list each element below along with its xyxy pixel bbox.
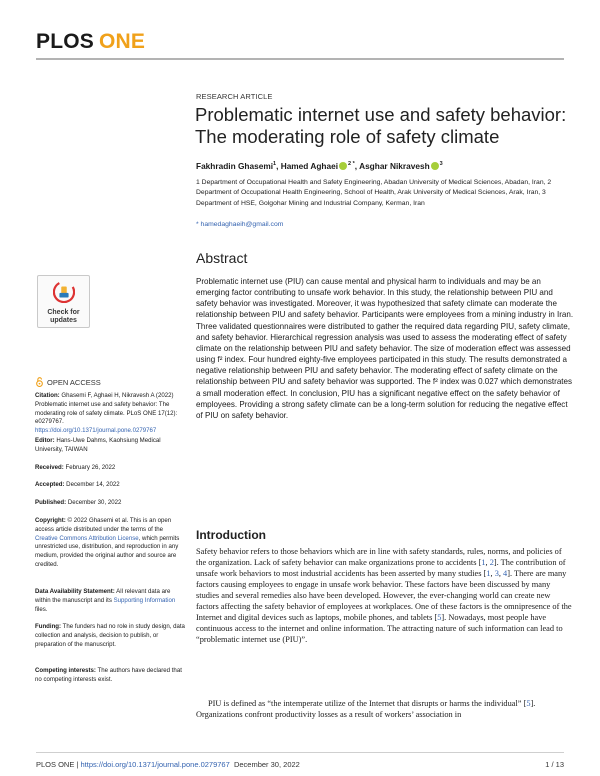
reference-link[interactable]: 3	[494, 569, 499, 579]
funding-label: Funding:	[35, 623, 62, 630]
intro-text: ]. Organizations confront productivity losses as a result of workers’ association in	[196, 699, 536, 720]
introduction-paragraph-1	[196, 546, 572, 645]
reference-link[interactable]: 1	[481, 558, 486, 568]
open-access-label	[35, 377, 101, 387]
check-updates-icon	[53, 281, 75, 303]
author-list: Fakhradin Ghasemi$^1$, Hamed Aghaei $^{2 *}$, Asghar Nikravesh $^3$	[196, 160, 443, 171]
citation-label: Citation:	[35, 392, 60, 399]
corresponding-star: *	[196, 221, 199, 228]
accepted-date: December 14, 2022	[66, 481, 120, 488]
open-access-text: OPEN ACCESS	[47, 378, 101, 387]
affiliations: 1 Department of Occupational Health and Safety Engineering, Abadan University of Medical Sciences, Abadan, Iran, 2 Department of Occupational Health Engineering, School of Health, Arak University of Medical Sciences, Arak, Iran, 3 Department of HSE, Golgohar Mining and Industrial Company, Kerman, Iran	[196, 179, 552, 207]
data-availability-text: All relevant data are within the manuscript and its	[35, 588, 171, 604]
page-number: 1 / 13	[545, 760, 564, 769]
intro-text: ]. The contribution of unsafe work behaviors to most industrial accidents has been asserted by many studies [	[196, 558, 566, 579]
funding-block	[35, 623, 185, 649]
competing-interests-text: The authors have declared that no competing interests exist.	[35, 667, 182, 683]
reference-link[interactable]: 4	[503, 569, 508, 579]
ref-separator: ,	[490, 569, 495, 579]
competing-interests-label: Competing interests:	[35, 667, 96, 674]
introduction-paragraph-2	[196, 698, 572, 720]
ref-separator: ,	[485, 558, 490, 568]
header-divider	[36, 58, 564, 60]
citation-text: Ghasemi F, Aghaei H, Nikravesh A (2022) Problematic internet use and safety behavior: The moderating role of safety climate. PLoS ONE 17(12): e0279767.	[35, 392, 178, 426]
author-name[interactable]: Hamed Aghaei	[280, 160, 339, 171]
corresponding-email	[196, 221, 283, 228]
abstract-text: Problematic internet use (PIU) can cause mental and physical harm to individuals and may be an emerging factor contributing to unsafe work behavior. In this study, the relationship between PIU and safety behavior was investigated. Moreover, it was hypothesized that safety climate can moderate the relationship between PIU and safety behavior. Participants were employees from a mining industry in Iran. Three validated questionnaires were distributed to gather the required data regarding PIU, safety climate, and safety behavior. Hierarchical regression analysis was used to assess the moderating effect of safety climate on the relationship between PIU and safety behavior. The size of moderation effect was assessed using f² index. Four hundred eighty-five employees participated in this study. The results demonstrated a negative relationship between PIU and safety behavior. The moderating effect of safety climate on the relationship between PIU and safety behavior was supported. The f² index was 0.027 which demonstrates a small moderation effect. In conclusion, PIU has a significant negative effect on the safety behavior of employees. Providing a strong safety climate can be a long-term solution for reducing the negative effect of PIU on safety behavior.	[196, 277, 574, 420]
intro-text: ]. There are many factors causing employees to engage in unsafe work behavior. These factors have been discussed by many studies and several remedies also have been developed. However, the ever-changing world can create new factors affecting the safety behavior of employees at workplaces. One of these factors is the omnipresence of the Internet and digital devices such as laptops, mobile phones, and tablets [	[196, 569, 572, 623]
reference-link[interactable]: 1	[486, 569, 491, 579]
intro-text: PIU is defined as “the intemperate utilize of the Internet that disrupts or harms the individual” [	[208, 699, 527, 708]
footer-journal: PLOS ONE	[36, 760, 75, 769]
author-sup: 3	[439, 161, 443, 167]
citation-doi-link[interactable]: https://doi.org/10.1371/journal.pone.0279767	[35, 427, 157, 434]
reference-link[interactable]: 5	[526, 699, 531, 708]
orcid-icon[interactable]	[339, 162, 347, 170]
published-block	[35, 499, 185, 508]
competing-interests-block	[35, 667, 185, 685]
author-name[interactable]: Fakhradin Ghasemi	[196, 160, 274, 171]
copyright-label: Copyright:	[35, 517, 66, 524]
footer-separator: |	[74, 760, 81, 769]
supporting-information-link[interactable]: Supporting Information	[113, 596, 176, 604]
introduction-heading: Introduction	[196, 528, 266, 542]
intro-text: Safety behavior refers to those behaviors which are in line with safety standards, rules, norms, and policies of the organization. Lack of safety behavior can make organizations prone to accidents [	[196, 547, 562, 568]
copyright-block	[35, 517, 185, 570]
article-type: RESEARCH ARTICLE	[196, 92, 273, 101]
check-updates-line1: Check for	[47, 309, 80, 316]
data-availability-label: Data Availability Statement:	[35, 588, 115, 595]
article-title: Problematic internet use and safety behavior: The moderating role of safety climate	[195, 104, 567, 147]
journal-logo	[36, 30, 145, 54]
reference-link[interactable]: 2	[489, 558, 494, 568]
page-footer	[36, 760, 300, 769]
ref-separator: ,	[498, 569, 504, 579]
license-link[interactable]: Creative Commons Attribution License	[35, 534, 139, 542]
editor-text: Hans-Uwe Dahms, Kaohsiung Medical University, TAIWAN	[35, 437, 161, 453]
orcid-icon[interactable]	[431, 162, 439, 170]
footer-date: December 30, 2022	[233, 760, 300, 769]
footer-doi-link[interactable]: https://doi.org/10.1371/journal.pone.0279767	[80, 760, 230, 769]
received-label: Received:	[35, 464, 64, 471]
data-availability-block	[35, 588, 185, 614]
abstract-heading: Abstract	[196, 250, 248, 266]
copyright-text-2: , which permits unrestricted use, distribution, and reproduction in any medium, provided the original author and source are credited.	[35, 534, 180, 568]
editor-block	[35, 437, 185, 455]
copyright-text: © 2022 Ghasemi et al. This is an open access article distributed under the terms of the	[35, 517, 172, 533]
published-date: December 30, 2022	[67, 499, 122, 506]
check-for-updates-button[interactable]	[37, 275, 90, 328]
footer-divider	[36, 752, 564, 753]
intro-text: ]. Nowadays, most people have continuous access to the internet and online information. The attracting nature of such information can lead to “problematic internet use (PIU)”.	[196, 613, 563, 645]
received-date: February 26, 2022	[65, 464, 116, 471]
editor-label: Editor:	[35, 437, 55, 444]
funding-text: The funders had no role in study design, data collection and analysis, decision to publish, or preparation of the manuscript.	[35, 623, 185, 648]
data-availability-text-2: files.	[35, 605, 48, 613]
received-block	[35, 464, 185, 473]
email-link[interactable]: hamedaghaeih@gmail.com	[200, 221, 284, 228]
citation-block	[35, 392, 185, 436]
author-sup: 1	[273, 161, 277, 167]
open-lock-icon	[35, 377, 44, 387]
author-name[interactable]: Asghar Nikravesh	[359, 160, 430, 171]
logo-one: ONE	[98, 30, 146, 53]
check-updates-line2: updates	[50, 317, 77, 324]
accepted-label: Accepted:	[35, 481, 65, 488]
logo-plos: PLOS	[36, 30, 94, 53]
published-label: Published:	[35, 499, 67, 506]
accepted-block	[35, 481, 185, 490]
author-sup: 2 *	[348, 161, 355, 167]
reference-link[interactable]: 5	[437, 613, 442, 623]
